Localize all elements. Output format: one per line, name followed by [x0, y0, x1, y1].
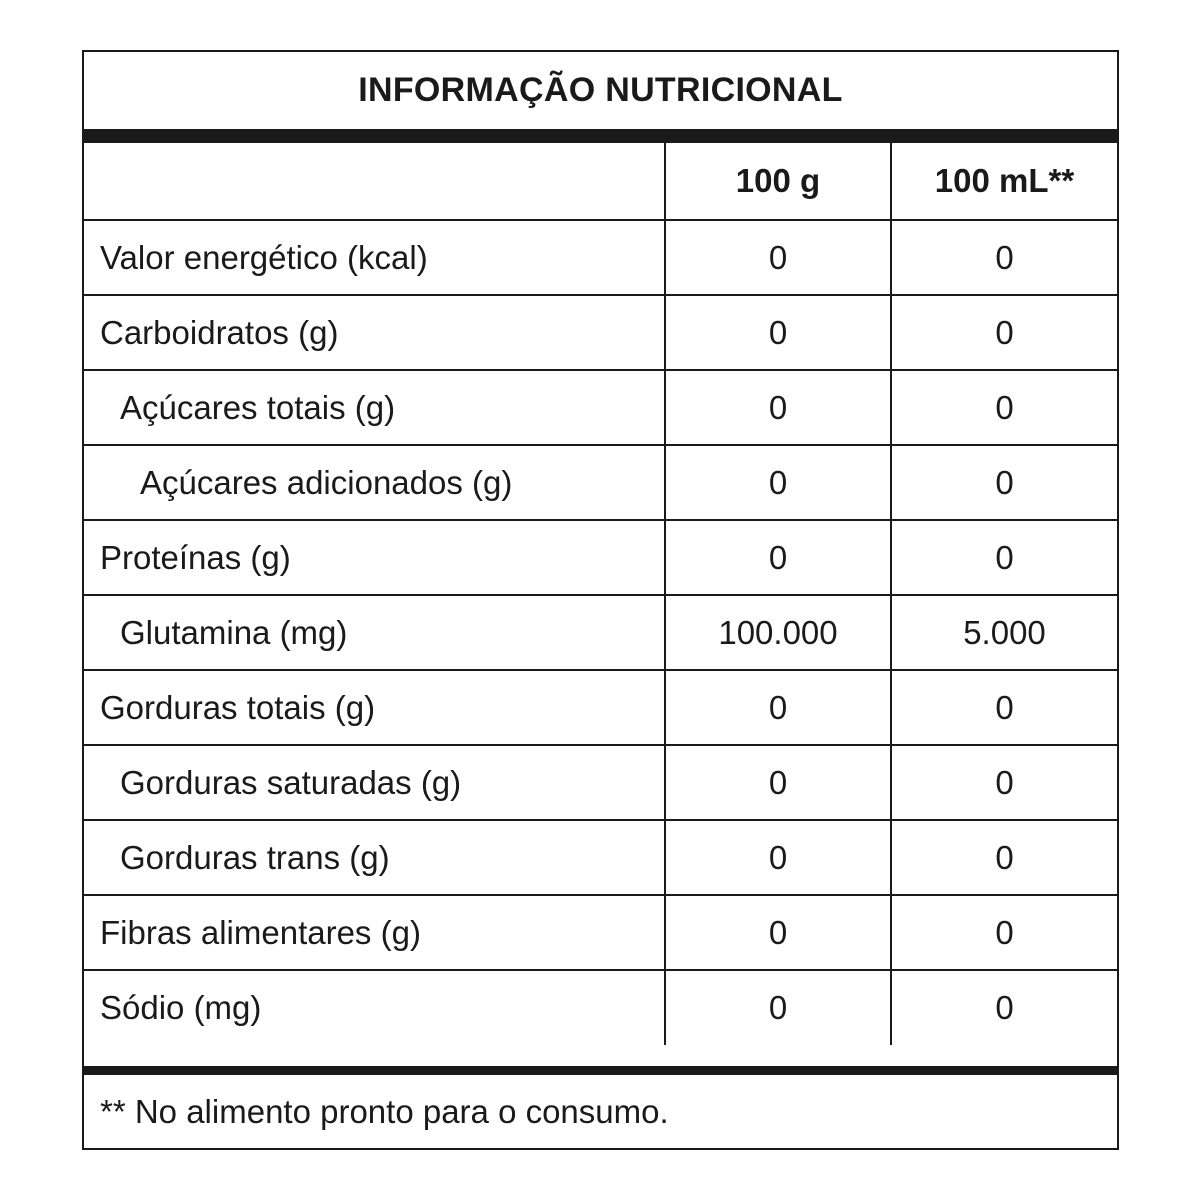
value-per-100ml: 0	[891, 820, 1117, 895]
nutrient-name: Gorduras totais (g)	[84, 670, 665, 745]
value-per-100g: 0	[665, 895, 891, 970]
footnote: ** No alimento pronto para o consumo.	[100, 1092, 669, 1130]
value-per-100ml: 0	[891, 970, 1117, 1045]
header-per-100g: 100 g	[665, 143, 891, 220]
value-per-100g: 0	[665, 370, 891, 445]
nutrient-name: Açúcares totais (g)	[84, 370, 665, 445]
nutrient-name: Valor energético (kcal)	[84, 220, 665, 295]
value-per-100ml: 0	[891, 445, 1117, 520]
value-per-100g: 0	[665, 670, 891, 745]
value-per-100ml: 0	[891, 895, 1117, 970]
table-row	[84, 970, 1117, 1045]
nutrient-name: Gorduras saturadas (g)	[84, 745, 665, 820]
nutrient-name: Sódio (mg)	[100, 989, 262, 1026]
nutrition-table	[84, 143, 1117, 1045]
value-per-100g: 0	[665, 295, 891, 370]
value-per-100g: 100.000	[665, 595, 891, 670]
table-row	[84, 220, 1117, 295]
header-per-100ml: 100 mL**	[891, 143, 1117, 220]
value-per-100ml: 0	[891, 370, 1117, 445]
value-per-100ml: 0	[891, 670, 1117, 745]
table-row	[84, 670, 1117, 745]
value-per-100ml: 5.000	[891, 595, 1117, 670]
table-row	[84, 370, 1117, 445]
value-per-100g: 0	[665, 745, 891, 820]
nutrition-facts-label	[82, 50, 1119, 1150]
value-per-100g: 0	[665, 445, 891, 520]
table-row	[84, 820, 1117, 895]
value-per-100g: 0	[665, 820, 891, 895]
value-per-100ml: 0	[891, 520, 1117, 595]
table-header-row	[84, 143, 1117, 220]
header-nutrient	[84, 143, 665, 220]
table-row	[84, 520, 1117, 595]
nutrient-name: Proteínas (g)	[84, 520, 665, 595]
nutrient-name: Gorduras trans (g)	[84, 820, 665, 895]
table-row	[84, 745, 1117, 820]
value-per-100ml: 0	[891, 220, 1117, 295]
value-per-100ml: 0	[891, 295, 1117, 370]
table-row	[84, 595, 1117, 670]
value-per-100g: 0	[665, 970, 891, 1045]
footnote-divider	[84, 1066, 1117, 1075]
title-divider	[84, 129, 1117, 143]
value-per-100g: 0	[665, 220, 891, 295]
value-per-100g: 0	[665, 520, 891, 595]
nutrient-name: Açúcares adicionados (g)	[84, 445, 665, 520]
nutrient-name: Glutamina (mg)	[84, 595, 665, 670]
value-per-100ml: 0	[891, 745, 1117, 820]
nutrient-name: Fibras alimentares (g)	[84, 895, 665, 970]
label-title: INFORMAÇÃO NUTRICIONAL	[358, 71, 843, 109]
nutrient-name: Carboidratos (g)	[84, 295, 665, 370]
table-row	[84, 295, 1117, 370]
table-row	[84, 895, 1117, 970]
table-row	[84, 445, 1117, 520]
